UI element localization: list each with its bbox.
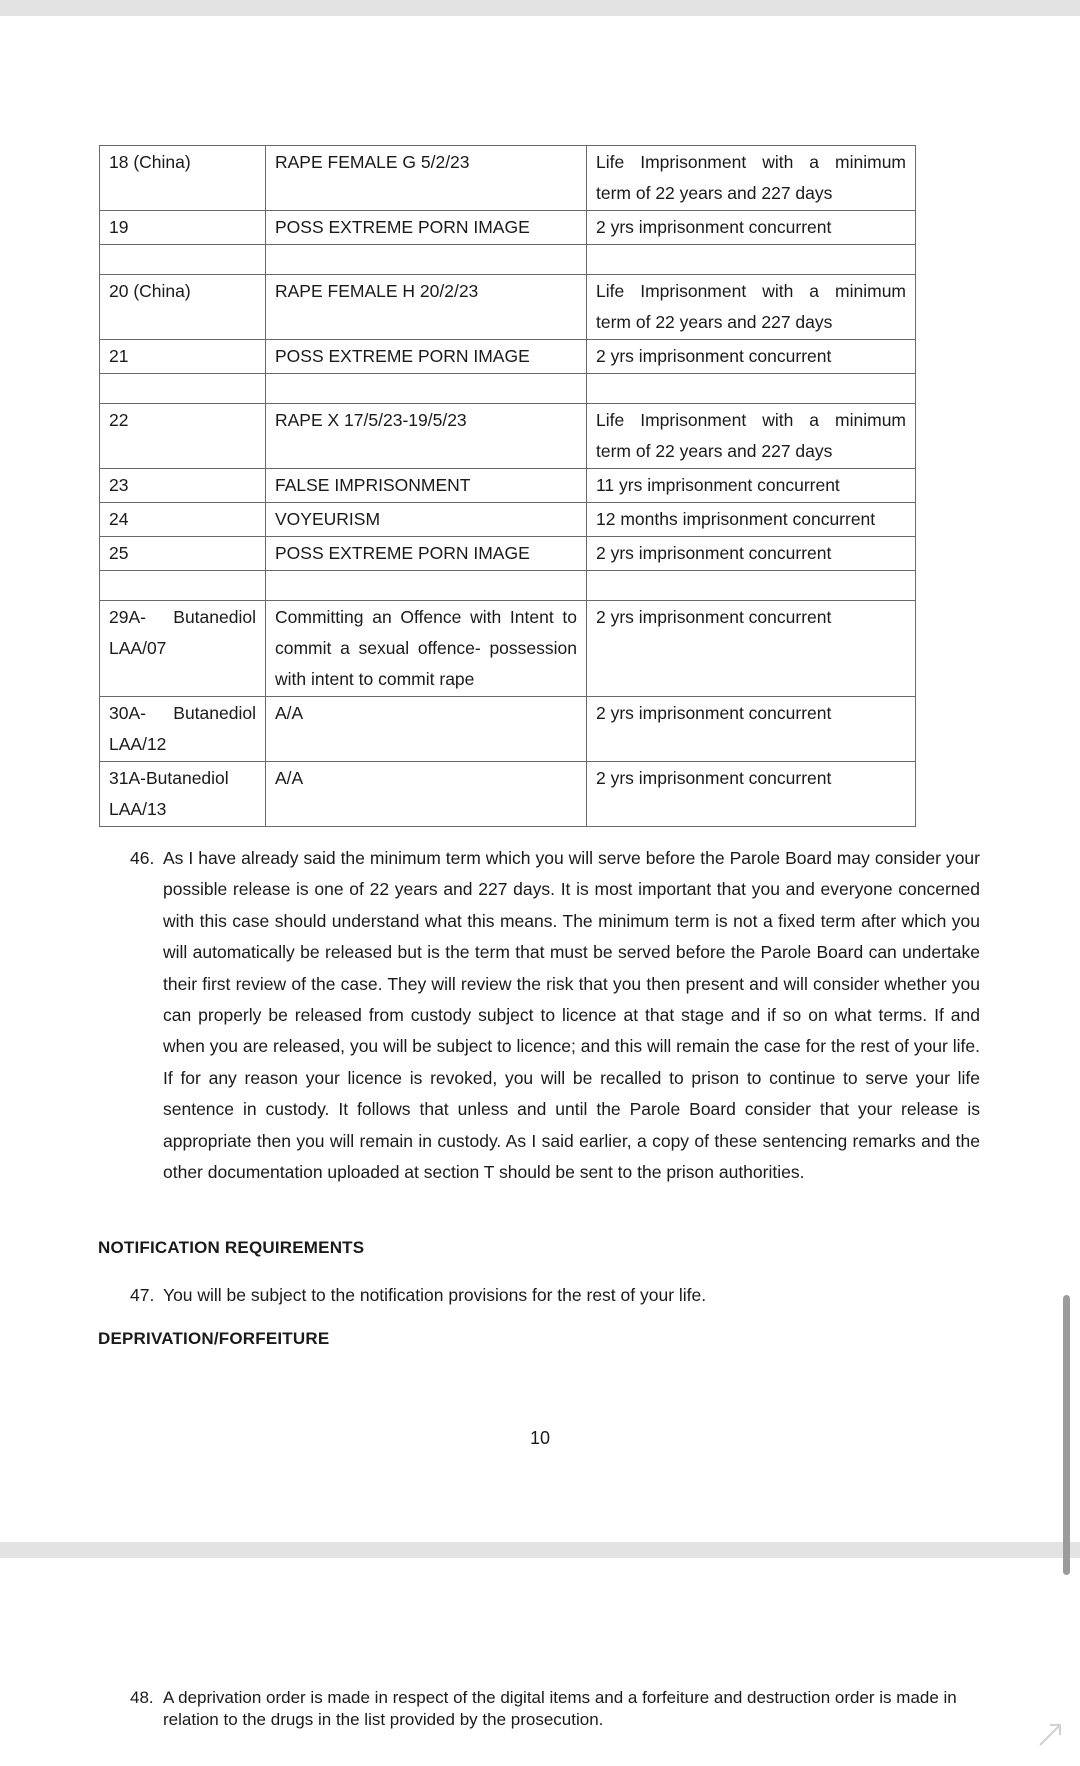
offence-line	[275, 602, 577, 633]
table-spacer-row	[100, 571, 916, 601]
count-ref: LAA/12	[109, 734, 167, 754]
sentence-cell	[587, 275, 916, 340]
sentence-line	[596, 276, 906, 307]
offence-cell: POSS EXTREME PORN IMAGE	[266, 340, 587, 374]
paragraph-number: 46.	[130, 848, 155, 868]
count-line	[109, 602, 256, 633]
sentence-cell: 2 yrs imprisonment concurrent	[587, 340, 916, 374]
offence-line: with intent to commit rape	[275, 669, 475, 689]
table-row	[100, 146, 916, 211]
sentence-cell: 12 months imprisonment concurrent	[587, 503, 916, 537]
sentence-text: Life Imprisonment with a minimum	[596, 410, 906, 430]
offence-cell: FALSE IMPRISONMENT	[266, 469, 587, 503]
count-line: 31A-Butanediol	[109, 768, 229, 788]
sentence-cell: 2 yrs imprisonment concurrent	[587, 762, 916, 827]
sentence-text: Life Imprisonment with a minimum	[596, 281, 906, 301]
count-cell: 18 (China)	[100, 146, 266, 211]
count-ref: LAA/13	[109, 799, 167, 819]
table-row	[100, 537, 916, 571]
offence-cell: VOYEURISM	[266, 503, 587, 537]
paragraph-text: As I have already said the minimum term which you will serve before the Parole Board may consider your possible release is one of 22 years and 227 days. It is most important that you and everyone concerned with this case should understand what this means. The minimum term is not a fixed term after which you will automatically be released but is the term that must be served before the Parole Board can undertake their first review of the case. They will review the risk that you then present and will consider whether you can properly be released from custody subject to licence at that stage and if so on what terms. If and when you are released, you will be subject to licence; and this will remain the case for the rest of your life. If for any reason your licence is revoked, you will be recalled to prison to continue to serve your life sentence in custody. It follows that unless and until the Parole Board consider that your release is appropriate then you will remain in custody. As I said earlier, a copy of these sentencing remarks and the other documentation uploaded at section T should be sent to the prison authorities.	[163, 848, 980, 1183]
count-prefix: 29A-	[109, 607, 146, 627]
offence-cell: POSS EXTREME PORN IMAGE	[266, 537, 587, 571]
table-row	[100, 469, 916, 503]
offence-cell: RAPE FEMALE G 5/2/23	[266, 146, 587, 211]
sentence-cell: 11 yrs imprisonment concurrent	[587, 469, 916, 503]
table-row	[100, 404, 916, 469]
sentence-line	[596, 147, 906, 178]
sentence-text: Life Imprisonment with a minimum	[596, 152, 906, 172]
paragraph-text: A deprivation order is made in respect of the digital items and a forfeiture and destruction order is made in relation to the drugs in the list provided by the prosecution.	[163, 1688, 957, 1729]
table-row	[100, 762, 916, 827]
count-cell	[100, 697, 266, 762]
offence-line	[275, 633, 577, 664]
count-cell: 22	[100, 404, 266, 469]
table-row	[100, 503, 916, 537]
sentence-cell: 2 yrs imprisonment concurrent	[587, 601, 916, 697]
table-row	[100, 697, 916, 762]
offence-cell: RAPE X 17/5/23-19/5/23	[266, 404, 587, 469]
count-ref: LAA/07	[109, 638, 167, 658]
sentence-line: term of 22 years and 227 days	[596, 441, 833, 461]
count-cell: 20 (China)	[100, 275, 266, 340]
count-substance: Butanediol	[173, 703, 256, 723]
paragraph-text: You will be subject to the notification provisions for the rest of your life.	[163, 1285, 707, 1305]
sentence-table	[99, 145, 916, 827]
count-prefix: 30A-	[109, 703, 146, 723]
top-border-strip	[0, 0, 1080, 16]
count-cell: 25	[100, 537, 266, 571]
sentence-cell: 2 yrs imprisonment concurrent	[587, 697, 916, 762]
paragraph-number: 48.	[130, 1688, 154, 1707]
page-number: 10	[529, 1428, 551, 1448]
vertical-scrollbar[interactable]	[1063, 1295, 1070, 1575]
expand-icon[interactable]	[1030, 1715, 1070, 1755]
table-row	[100, 340, 916, 374]
offence-text: commit a sexual offence- possession	[275, 638, 577, 658]
sentence-line: term of 22 years and 227 days	[596, 312, 833, 332]
count-line	[109, 698, 256, 729]
offence-cell: RAPE FEMALE H 20/2/23	[266, 275, 587, 340]
table-spacer-row	[100, 245, 916, 275]
sentence-cell: 2 yrs imprisonment concurrent	[587, 211, 916, 245]
offence-cell: POSS EXTREME PORN IMAGE	[266, 211, 587, 245]
heading-deprivation-forfeiture: DEPRIVATION/FORFEITURE	[98, 1329, 330, 1348]
count-cell	[100, 762, 266, 827]
sentence-line: term of 22 years and 227 days	[596, 183, 833, 203]
table-row	[100, 601, 916, 697]
sentence-cell	[587, 404, 916, 469]
sentence-cell	[587, 146, 916, 211]
count-cell: 19	[100, 211, 266, 245]
sentence-line	[596, 405, 906, 436]
offence-text: Committing an Offence with Intent to	[275, 607, 577, 627]
offence-cell: A/A	[266, 762, 587, 827]
offence-cell: A/A	[266, 697, 587, 762]
sentence-cell: 2 yrs imprisonment concurrent	[587, 537, 916, 571]
document-page-11	[0, 1558, 1080, 1766]
table-row	[100, 211, 916, 245]
table-row	[100, 275, 916, 340]
page-separator	[0, 1542, 1080, 1558]
paragraph-number: 47.	[130, 1285, 155, 1305]
count-cell	[100, 601, 266, 697]
offence-cell	[266, 601, 587, 697]
count-cell: 21	[100, 340, 266, 374]
count-cell: 24	[100, 503, 266, 537]
count-substance: Butanediol	[173, 607, 256, 627]
table-spacer-row	[100, 374, 916, 404]
heading-notification-requirements: NOTIFICATION REQUIREMENTS	[98, 1238, 365, 1257]
count-cell: 23	[100, 469, 266, 503]
